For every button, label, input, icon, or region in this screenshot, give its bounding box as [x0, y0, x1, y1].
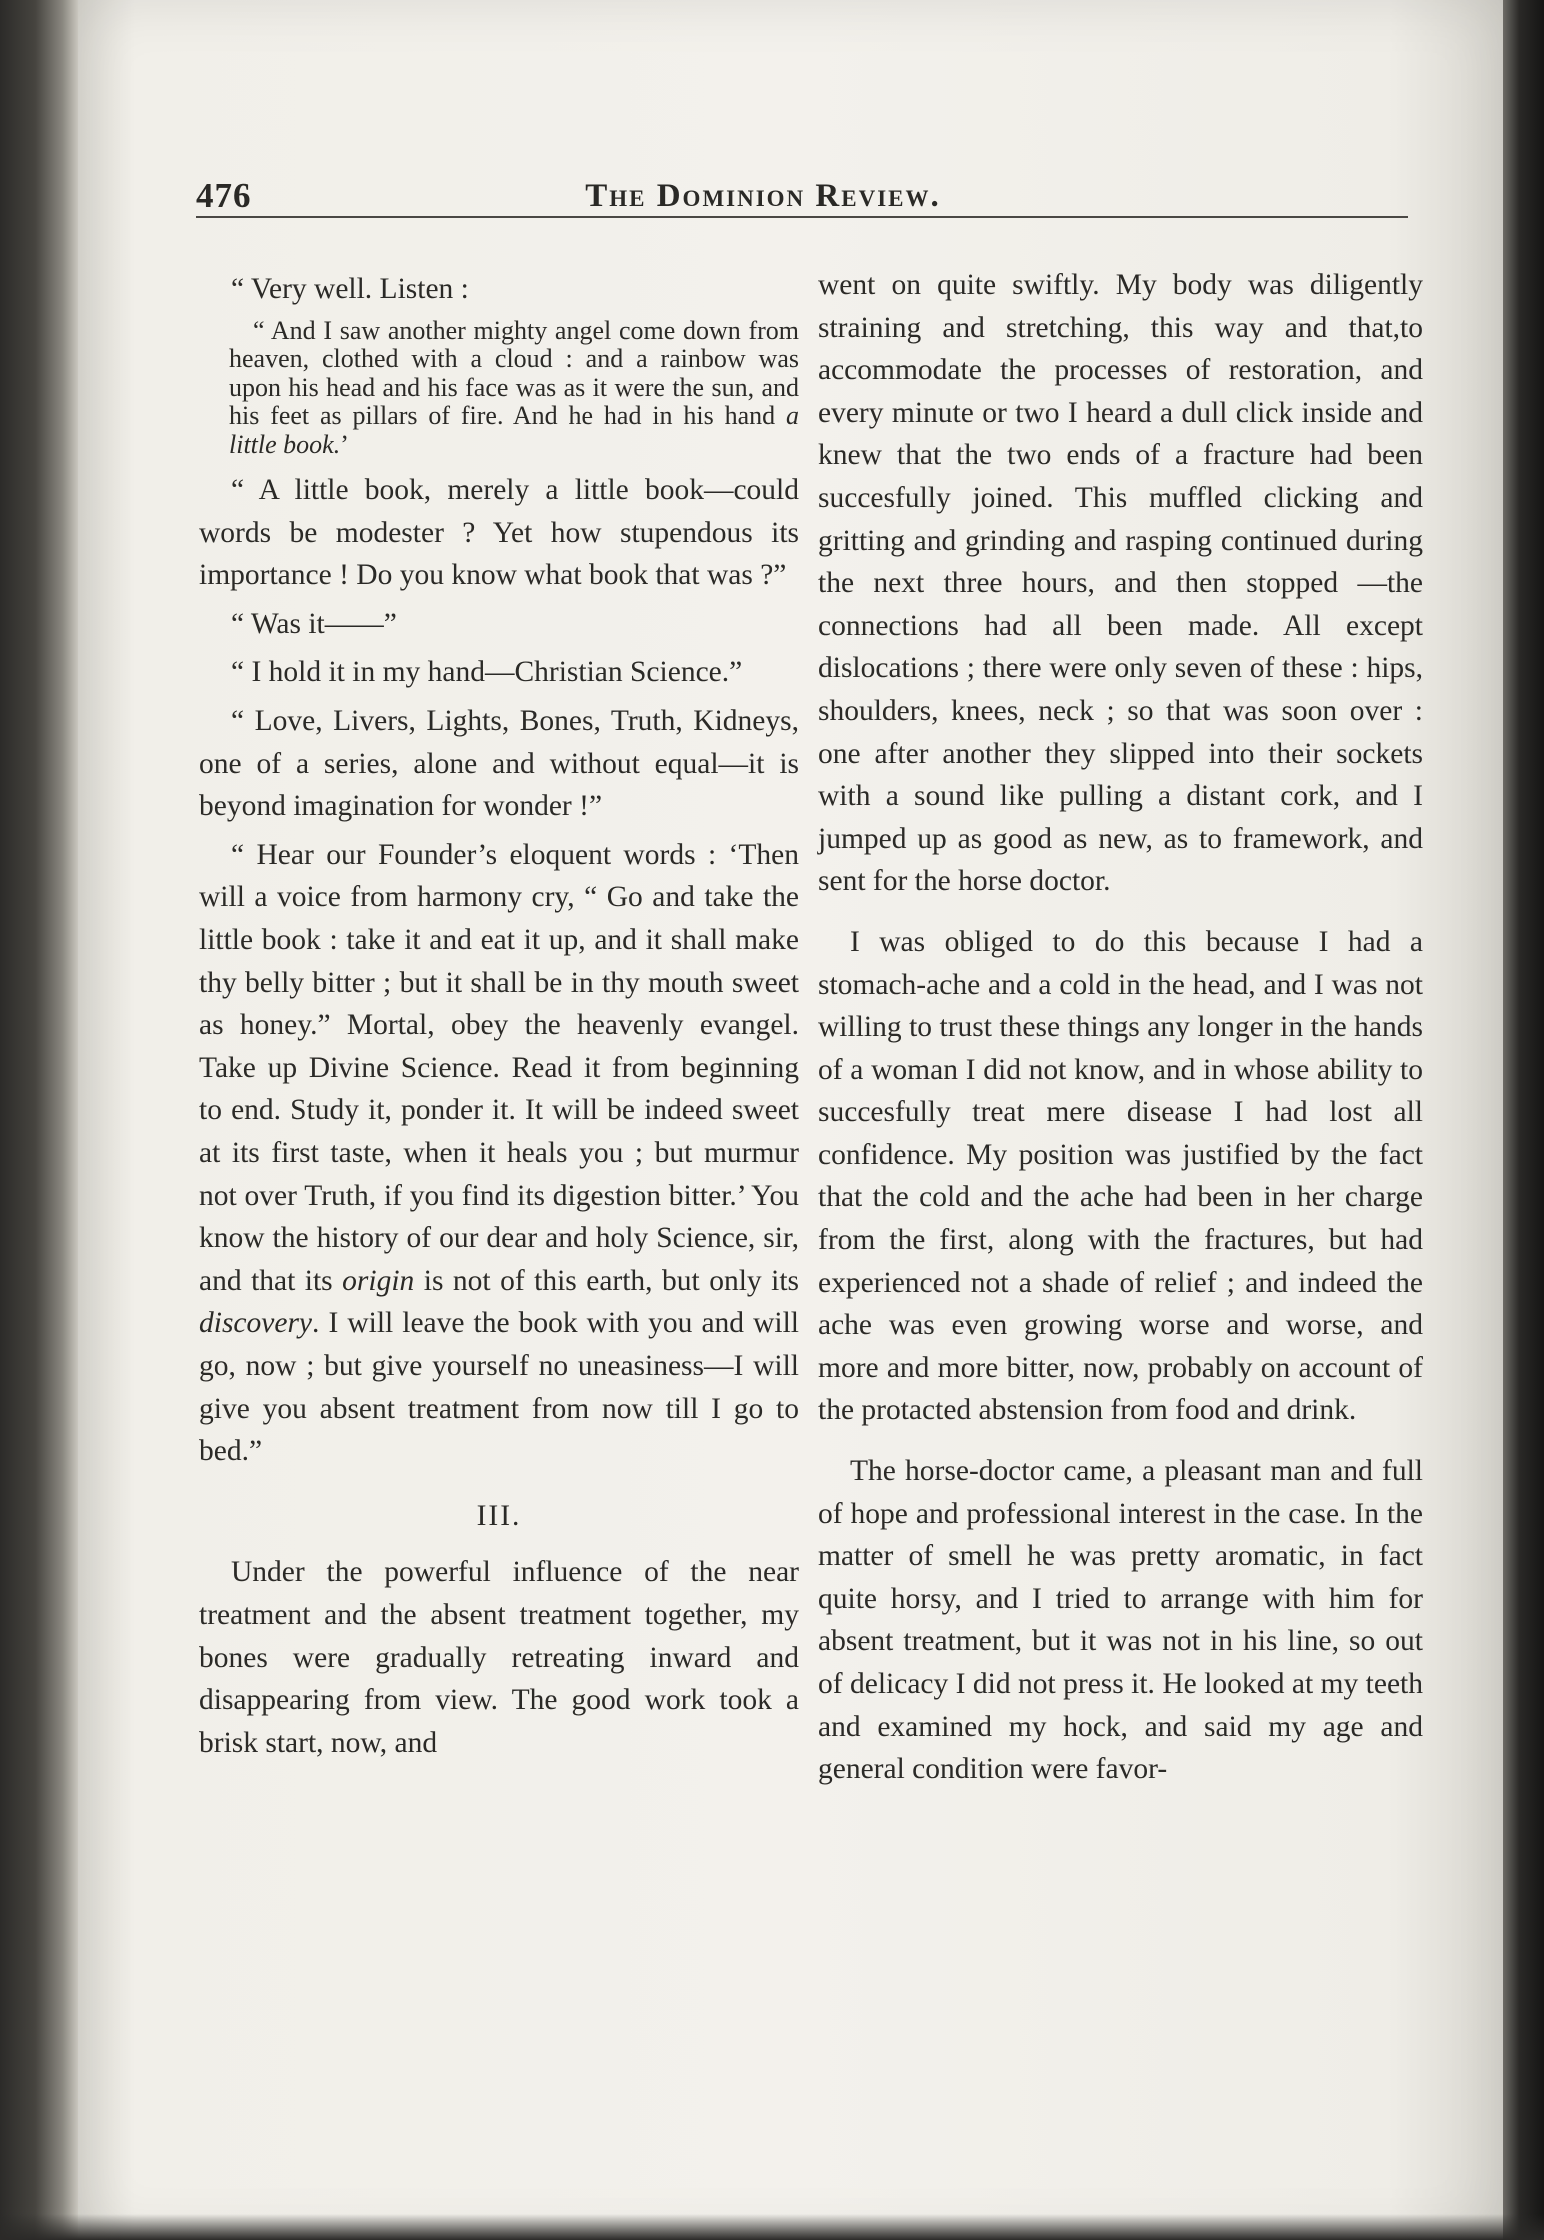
page-header	[118, 176, 1408, 220]
paragraph: “ Was it——”	[231, 607, 397, 640]
quote-text: “ And I saw another mighty angel come down from heaven, clothed with a cloud : and a rainbow was upon his head and his face was as it were the sun, and his feet as pillars of fire. And he had in his hand	[229, 315, 799, 431]
left-column	[199, 268, 799, 1770]
paragraph: “ A little book, merely a little book—could words be modester ? Yet how stupendous its importance ! Do you know what book that was ?”	[199, 474, 799, 592]
paragraph: went on quite swiftly. My body was diligently straining and stretching, this way and that,to accommodate the processes of restoration, and every minute or two I heard a dull click inside and knew that the two ends of a fracture had been succesfully joined. This muffled clicking and gritting and grinding and rasping continued during the next three hours, and then stopped —the connections had all been made. All except dislocations ; there were only seven of these : hips, shoulders, knees, neck ; so that was soon over : one after another they slipped into their sockets with a sound like pulling a distant cork, and I jumped up as good as new, as to framework, and sent for the horse doctor.	[818, 269, 1423, 898]
paragraph: “ I hold it in my hand—Christian Science.”	[231, 656, 743, 689]
paragraph: “ Love, Livers, Lights, Bones, Truth, Kidneys, one of a series, alone and without equal—it is beyond imagination for wonder !”	[199, 705, 799, 823]
paragraph: I was obliged to do this because I had a stomach-ache and a cold in the head, and I was not willing to trust these things any longer in the hands of a woman I did not know, and in whose ability to succesfully treat mere disease I had lost all confidence. My position was justified by the fact that the cold and the ache had been in her charge from the first, along with the fractures, but had experienced not a shade of relief ; and indeed the ache was even growing worse and worse, and more and more bitter, now, probably on account of the protacted abstension from food and drink.	[818, 925, 1423, 1427]
paragraph: “ Very well. Listen :	[231, 273, 469, 305]
paragraph	[199, 834, 799, 1473]
italic-origin: origin	[342, 1264, 415, 1297]
quote-italic: a little book.	[229, 401, 799, 459]
text-run: “ Hear our Founder’s eloquent words : ‘Then will a voice from harmony cry, “ Go and take the little book : take it and eat it up, and it shall make thy belly bitter ; but it shall be in thy mouth sweet as honey.” Mortal, obey the heavenly evangel. Take up Divine Science. Read it from beginning to end. Study it, ponder it. It will be indeed sweet at its first taste, when it heals you ; but murmur not over Truth, if you find its digestion bitter.’ You know the history of our dear and holy Science, sir, and that its	[199, 838, 799, 1297]
italic-discovery: discovery	[199, 1307, 313, 1340]
right-column	[818, 264, 1423, 1797]
page-number: 476	[196, 176, 252, 215]
bottom-edge-shadow	[0, 2214, 1544, 2240]
header-rule	[196, 216, 1408, 218]
scripture-quote	[229, 317, 799, 460]
section-heading: III.	[476, 1499, 522, 1532]
right-binding-shadow	[1503, 0, 1544, 2240]
text-run: . I will leave the book with you and will go, now ; but give yourself no uneasiness—I will give you absent treatment from now till I go to bed.”	[199, 1307, 799, 1468]
left-binding-shadow	[0, 0, 78, 2240]
quote-close: ’	[340, 429, 349, 459]
paragraph: The horse-doctor came, a pleasant man and full of hope and professional interest in the case. In the matter of smell he was pretty aromatic, in fact quite horsy, and I tried to arrange with him for absent treatment, but it was not in his line, so out of delicacy I did not press it. He looked at my teeth and examined my hock, and said my age and general condition were favor-	[818, 1455, 1423, 1786]
running-title: The Dominion Review.	[585, 178, 941, 214]
paragraph: Under the powerful influence of the near treatment and the absent treatment together, my bones were gradually retreating inward and disappearing from view. The good work took a brisk start, now, and	[199, 1556, 799, 1759]
text-run: is not of this earth, but only its	[414, 1264, 799, 1297]
